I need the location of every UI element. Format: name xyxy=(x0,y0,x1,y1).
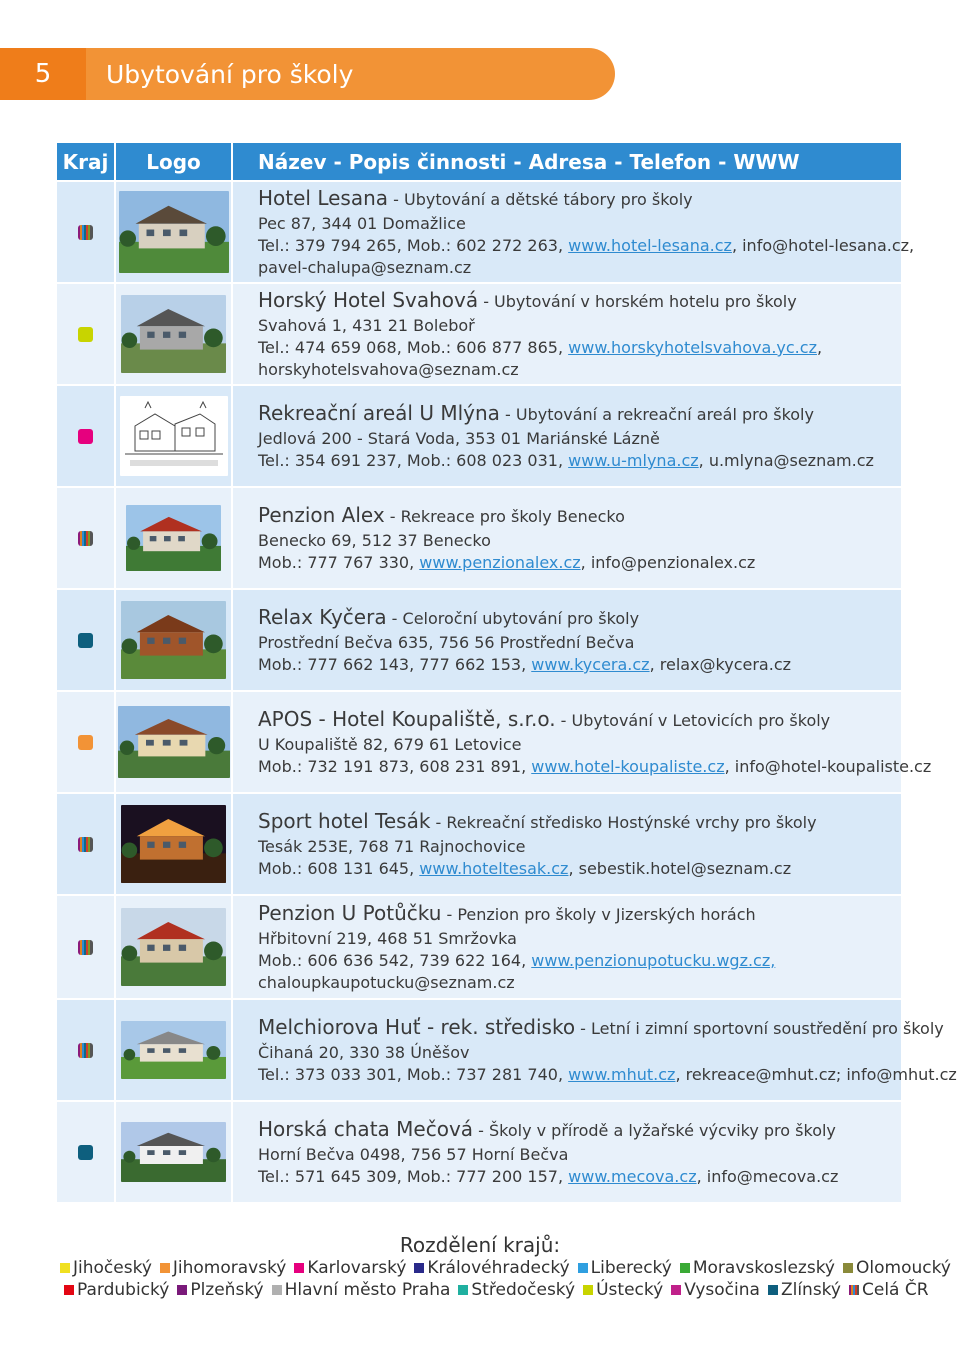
entry-contact xyxy=(258,654,791,676)
entry-name: Penzion Alex xyxy=(258,503,385,527)
entry-phone: Mob.: 732 191 873, 608 231 891, xyxy=(258,757,532,776)
legend-title: Rozdělení krajů: xyxy=(399,1233,561,1257)
entry-address: Svahová 1, 431 21 Boleboř xyxy=(258,316,475,335)
info-cell xyxy=(233,590,901,690)
entry-name: Horská chata Mečová xyxy=(258,1117,474,1141)
entry-address: Horní Bečva 0498, 756 57 Horní Bečva xyxy=(258,1145,569,1164)
table-row xyxy=(57,282,901,384)
entry-email: , xyxy=(816,338,823,357)
legend-label: Královéhradecký xyxy=(427,1258,570,1278)
legend-item xyxy=(294,1258,406,1278)
region-cell xyxy=(57,794,116,894)
entry-contact xyxy=(258,950,775,972)
table-row xyxy=(57,180,915,282)
entry-address: U Koupaliště 82, 679 61 Letovice xyxy=(258,735,522,754)
entry-website-link[interactable]: www.hotel-lesana.cz xyxy=(568,236,732,255)
legend-label: Ústecký xyxy=(596,1280,664,1300)
legend-swatch-icon xyxy=(458,1285,468,1295)
entry-contact xyxy=(258,858,791,880)
logo-sketch-2 xyxy=(120,396,228,476)
entry-name: Melchiorova Huť - rek. středisko xyxy=(258,1015,576,1039)
info-cell xyxy=(233,794,901,894)
entry-address: Tesák 253E, 768 71 Rajnochovice xyxy=(258,837,526,856)
entry-name: APOS - Hotel Koupaliště, s.r.o. xyxy=(258,707,556,731)
legend-label: Jihomoravský xyxy=(172,1258,287,1278)
logo-cell xyxy=(116,590,233,690)
legend-item xyxy=(458,1280,575,1300)
legend-label: Moravskoslezský xyxy=(692,1258,835,1278)
region-multi-icon xyxy=(78,1043,93,1058)
entry-title xyxy=(258,1116,836,1144)
region-cell xyxy=(57,488,116,588)
region-cell xyxy=(57,896,116,998)
entry-website-link[interactable]: www.u-mlyna.cz xyxy=(568,451,699,470)
region-cell xyxy=(57,1000,116,1100)
hotel-photo-9 xyxy=(121,1122,226,1182)
legend-item xyxy=(272,1280,451,1300)
entry-description: - Školy v přírodě a lyžařské výcviky pro školy xyxy=(473,1121,836,1140)
hotel-photo-8 xyxy=(121,1021,226,1079)
header-logo: Logo xyxy=(116,143,233,180)
legend-label: Zlínský xyxy=(780,1280,841,1300)
logo-cell xyxy=(116,284,233,384)
page-title: Ubytování pro školy xyxy=(86,48,615,100)
region-cell xyxy=(57,182,116,282)
legend-row-2 xyxy=(64,1280,937,1300)
entry-description: - Letní i zimní sportovní soustředění pro školy xyxy=(575,1019,944,1038)
region-cell xyxy=(57,386,116,486)
legend-item xyxy=(60,1258,152,1278)
legend-swatch-icon xyxy=(160,1263,170,1273)
entry-title xyxy=(258,502,625,530)
entry-phone: Tel.: 379 794 265, Mob.: 602 272 263, xyxy=(258,236,569,255)
entry-phone: Tel.: 474 659 068, Mob.: 606 877 865, xyxy=(258,338,569,357)
info-cell xyxy=(233,1102,901,1202)
logo-cell xyxy=(116,488,233,588)
legend-item xyxy=(414,1258,569,1278)
info-cell xyxy=(233,284,901,384)
legend-swatch-icon xyxy=(768,1285,778,1295)
entry-title xyxy=(258,287,797,315)
entry-phone: Tel.: 571 645 309, Mob.: 777 200 157, xyxy=(258,1167,569,1186)
legend-swatch-icon xyxy=(177,1285,187,1295)
info-cell xyxy=(233,896,901,998)
entry-contact xyxy=(258,1064,957,1086)
entry-title xyxy=(258,1014,944,1042)
entry-description: - Ubytování v horském hotelu pro školy xyxy=(478,292,797,311)
legend-label: Plzeňský xyxy=(190,1280,264,1300)
legend-swatch-icon xyxy=(272,1285,282,1295)
entry-title xyxy=(258,808,817,836)
hotel-photo-0 xyxy=(119,191,229,273)
entry-website-link[interactable]: www.hoteltesak.cz xyxy=(419,859,569,878)
legend-item xyxy=(64,1280,169,1300)
legend-swatch-icon xyxy=(843,1263,853,1273)
logo-cell xyxy=(116,692,233,792)
region-square-icon xyxy=(78,429,93,444)
header-kraj: Kraj xyxy=(57,143,116,180)
legend-label: Jihočeský xyxy=(73,1258,152,1278)
region-cell xyxy=(57,284,116,384)
legend-item xyxy=(578,1258,672,1278)
legend-swatch-icon xyxy=(849,1285,859,1295)
legend-swatch-icon xyxy=(414,1263,424,1273)
entry-address: Benecko 69, 512 37 Benecko xyxy=(258,531,491,550)
legend-label: Celá ČR xyxy=(861,1280,929,1300)
legend-row-1 xyxy=(60,1258,959,1278)
entry-description: - Ubytování v Letovicích pro školy xyxy=(555,711,831,730)
entry-phone: Mob.: 777 662 143, 777 662 153, xyxy=(258,655,532,674)
legend-item xyxy=(671,1280,760,1300)
legend-item xyxy=(680,1258,835,1278)
entry-description: - Penzion pro školy v Jizerských horách xyxy=(441,905,756,924)
region-multi-icon xyxy=(78,940,93,955)
entry-title xyxy=(258,900,756,928)
entry-contact xyxy=(258,450,874,472)
entry-email: , rekreace@mhut.cz; info@mhut.cz xyxy=(675,1065,957,1084)
hotel-photo-1 xyxy=(121,295,226,373)
logo-cell xyxy=(116,182,233,282)
entry-email: , relax@kycera.cz xyxy=(649,655,792,674)
region-cell xyxy=(57,692,116,792)
entry-name: Sport hotel Tesák xyxy=(258,809,431,833)
legend-label: Vysočina xyxy=(684,1280,760,1300)
accommodation-table xyxy=(57,143,957,1202)
entry-email-extra: horskyhotelsvahova@seznam.cz xyxy=(258,360,519,379)
entry-contact xyxy=(258,1166,838,1188)
entry-email: , info@hotel-lesana.cz, xyxy=(731,236,915,255)
entry-description: - Ubytování a dětské tábory pro školy xyxy=(388,190,693,209)
entry-email: , info@mecova.cz xyxy=(696,1167,839,1186)
entry-website-link[interactable]: www.penzionupotucku.wgz.cz, xyxy=(531,951,776,970)
legend-label: Olomoucký xyxy=(856,1258,951,1278)
hotel-photo-7 xyxy=(121,908,226,986)
legend-label: Liberecký xyxy=(590,1258,672,1278)
entry-title xyxy=(258,706,830,734)
info-cell xyxy=(233,182,915,282)
entry-website-link[interactable]: www.penzionalex.cz xyxy=(419,553,581,572)
entry-contact xyxy=(258,756,931,778)
table-row xyxy=(57,998,957,1100)
entry-name: Horský Hotel Svahová xyxy=(258,288,479,312)
table-row xyxy=(57,486,901,588)
entry-description: - Rekreace pro školy Benecko xyxy=(384,507,625,526)
entry-website-link[interactable]: www.horskyhotelsvahova.yc.cz xyxy=(568,338,817,357)
entry-phone: Tel.: 354 691 237, Mob.: 608 023 031, xyxy=(258,451,569,470)
table-row xyxy=(57,384,901,486)
entry-phone: Mob.: 608 131 645, xyxy=(258,859,420,878)
entry-phone: Mob.: 606 636 542, 739 622 164, xyxy=(258,951,532,970)
entry-email-extra: chaloupkaupotucku@seznam.cz xyxy=(258,973,515,992)
legend-swatch-icon xyxy=(583,1285,593,1295)
table-header xyxy=(57,143,901,180)
entry-name: Penzion U Potůčku xyxy=(258,901,442,925)
hotel-photo-5 xyxy=(118,706,230,778)
entry-contact xyxy=(258,552,755,574)
legend-swatch-icon xyxy=(578,1263,588,1273)
header-info: Název - Popis činnosti - Adresa - Telefon - WWW xyxy=(258,149,800,174)
info-cell xyxy=(233,488,901,588)
legend-item xyxy=(849,1280,929,1300)
entry-address: Prostřední Bečva 635, 756 56 Prostřední Bečva xyxy=(258,633,635,652)
region-square-icon xyxy=(78,735,93,750)
table-row xyxy=(57,588,901,690)
entry-phone: Tel.: 373 033 301, Mob.: 737 281 740, xyxy=(258,1065,569,1084)
region-square-icon xyxy=(78,633,93,648)
legend-item xyxy=(583,1280,663,1300)
entry-email: , u.mlyna@seznam.cz xyxy=(698,451,874,470)
entry-phone: Mob.: 777 767 330, xyxy=(258,553,420,572)
logo-cell xyxy=(116,1000,233,1100)
entry-website-link[interactable]: www.mhut.cz xyxy=(568,1065,676,1084)
entry-title xyxy=(258,604,639,632)
table-row xyxy=(57,1100,901,1202)
entry-name: Relax Kyčera xyxy=(258,605,387,629)
entry-address: Pec 87, 344 01 Domažlice xyxy=(258,214,466,233)
logo-cell xyxy=(116,896,233,998)
legend-item xyxy=(843,1258,951,1278)
table-row xyxy=(57,792,901,894)
table-row xyxy=(57,894,901,998)
entry-website-link[interactable]: www.kycera.cz xyxy=(531,655,650,674)
entry-title xyxy=(258,185,693,213)
region-multi-icon xyxy=(78,225,93,240)
info-cell xyxy=(233,386,901,486)
entry-contact xyxy=(258,337,822,359)
logo-cell xyxy=(116,1102,233,1202)
region-cell xyxy=(57,590,116,690)
legend-label: Hlavní město Praha xyxy=(284,1280,451,1300)
legend-item xyxy=(768,1280,841,1300)
legend-item xyxy=(177,1280,263,1300)
region-multi-icon xyxy=(78,531,93,546)
chapter-number: 5 xyxy=(0,48,86,100)
entry-contact xyxy=(258,235,914,257)
entry-email: , info@hotel-koupaliste.cz xyxy=(724,757,932,776)
table-row xyxy=(57,690,932,792)
legend-label: Středočeský xyxy=(471,1280,576,1300)
region-cell xyxy=(57,1102,116,1202)
entry-website-link[interactable]: www.hotel-koupaliste.cz xyxy=(531,757,725,776)
entry-title xyxy=(258,400,814,428)
legend-swatch-icon xyxy=(680,1263,690,1273)
entry-email: , info@penzionalex.cz xyxy=(580,553,756,572)
hotel-photo-3 xyxy=(126,505,221,571)
entry-name: Rekreační areál U Mlýna xyxy=(258,401,500,425)
legend-item xyxy=(160,1258,287,1278)
logo-cell xyxy=(116,386,233,486)
hotel-photo-4 xyxy=(121,601,226,679)
region-square-icon xyxy=(78,327,93,342)
region-multi-icon xyxy=(78,837,93,852)
entry-email: , sebestik.hotel@seznam.cz xyxy=(568,859,792,878)
entry-address: Hřbitovní 219, 468 51 Smržovka xyxy=(258,929,517,948)
entry-description: - Celoroční ubytování pro školy xyxy=(386,609,640,628)
entry-name: Hotel Lesana xyxy=(258,186,389,210)
legend-swatch-icon xyxy=(64,1285,74,1295)
entry-address: Jedlová 200 - Stará Voda, 353 01 Mariánské Lázně xyxy=(258,429,660,448)
legend-swatch-icon xyxy=(294,1263,304,1273)
entry-website-link[interactable]: www.mecova.cz xyxy=(568,1167,697,1186)
logo-cell xyxy=(116,794,233,894)
entry-description: - Ubytování a rekreační areál pro školy xyxy=(499,405,814,424)
region-square-icon xyxy=(78,1145,93,1160)
hotel-photo-6 xyxy=(121,805,226,883)
info-cell xyxy=(233,1000,957,1100)
legend-label: Karlovarský xyxy=(307,1258,407,1278)
legend-label: Pardubický xyxy=(77,1280,170,1300)
legend-swatch-icon xyxy=(671,1285,681,1295)
entry-email-extra: pavel-chalupa@seznam.cz xyxy=(258,258,472,277)
entry-address: Čihaná 20, 330 38 Úněšov xyxy=(258,1043,470,1062)
legend-swatch-icon xyxy=(60,1263,70,1273)
info-cell xyxy=(233,692,932,792)
entry-description: - Rekreační středisko Hostýnské vrchy pro školy xyxy=(430,813,817,832)
